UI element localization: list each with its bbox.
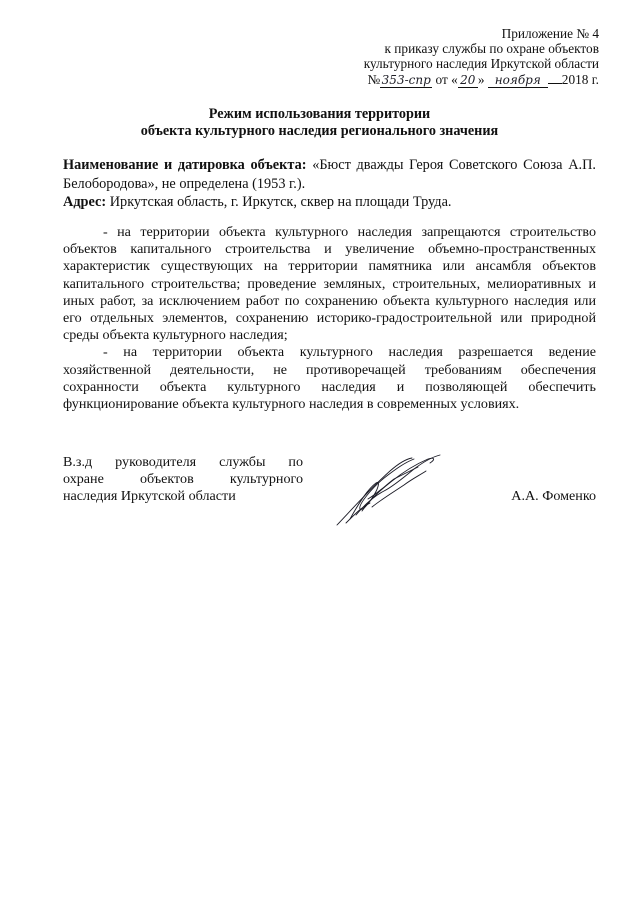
order-number-prefix: № xyxy=(367,71,381,87)
usage-rules xyxy=(63,224,596,413)
appendix-authority: культурного наследия Иркутской области xyxy=(363,56,599,72)
object-address-label: Адрес: xyxy=(63,194,107,210)
order-number-handwritten: 353-спр xyxy=(381,72,431,87)
signatory-role xyxy=(63,454,303,505)
signatory-role-line-2: охране объектов культурного xyxy=(63,471,303,487)
order-month-handwritten: ноября xyxy=(488,74,548,88)
document-title xyxy=(0,106,639,140)
appendix-order-ref: к приказу службы по охране объектов xyxy=(384,41,599,57)
object-name-value: «Бюст дважды Героя Советского Союза А.П. Белобородова», не определена (1953 г.). xyxy=(63,157,596,192)
object-name-paragraph xyxy=(63,156,596,193)
appendix-header xyxy=(364,26,599,88)
signatory-role-line-1: В.з.д руководителя службы по xyxy=(63,454,303,470)
order-day-handwritten: 20 xyxy=(458,74,478,88)
date-close-quote: » xyxy=(477,71,485,87)
appendix-order-number-date xyxy=(364,72,599,88)
date-underline xyxy=(548,83,562,84)
object-name-label: Наименование и датировка объекта: xyxy=(63,157,307,173)
rule-permission: - на территории объекта культурного наследия разрешается ведение хозяйственной деятельности, не противоречащей требованиям обеспечения сохранности объекта культурного наследия и позволяющей обеспечить функционирование объекта культурного наследия в современных условиях. xyxy=(63,344,596,413)
order-year: 2018 г. xyxy=(561,71,599,87)
appendix-number: Приложение № 4 xyxy=(501,26,599,41)
date-from-label: от « xyxy=(435,71,458,87)
signatory-role-line-3: наследия Иркутской области xyxy=(63,488,236,504)
object-address-value: Иркутская область, г. Иркутск, сквер на площади Труда. xyxy=(109,194,452,210)
signatory-name: А.А. Фоменко xyxy=(511,488,596,504)
object-info xyxy=(63,156,596,212)
rule-prohibition: - на территории объекта культурного наследия запрещаются строительство объектов капитального строительства и увеличение объемно-пространственных характеристик существующих на территории памятника или ансамбля объектов капитального строительства; проведение земляных, строительных, мелиоративных и иных работ, за исключением работ по сохранению объекта культурного наследия или его отдельных элементов, сохранению историко-градостроительной или природной среды объекта культурного наследия; xyxy=(63,224,596,344)
object-address-paragraph xyxy=(63,193,596,212)
signature-block xyxy=(63,454,596,544)
title-line-1: Режим использования территории xyxy=(208,106,431,122)
title-line-2: объекта культурного наследия регионального значения xyxy=(140,123,499,139)
handwritten-signature xyxy=(332,449,442,529)
